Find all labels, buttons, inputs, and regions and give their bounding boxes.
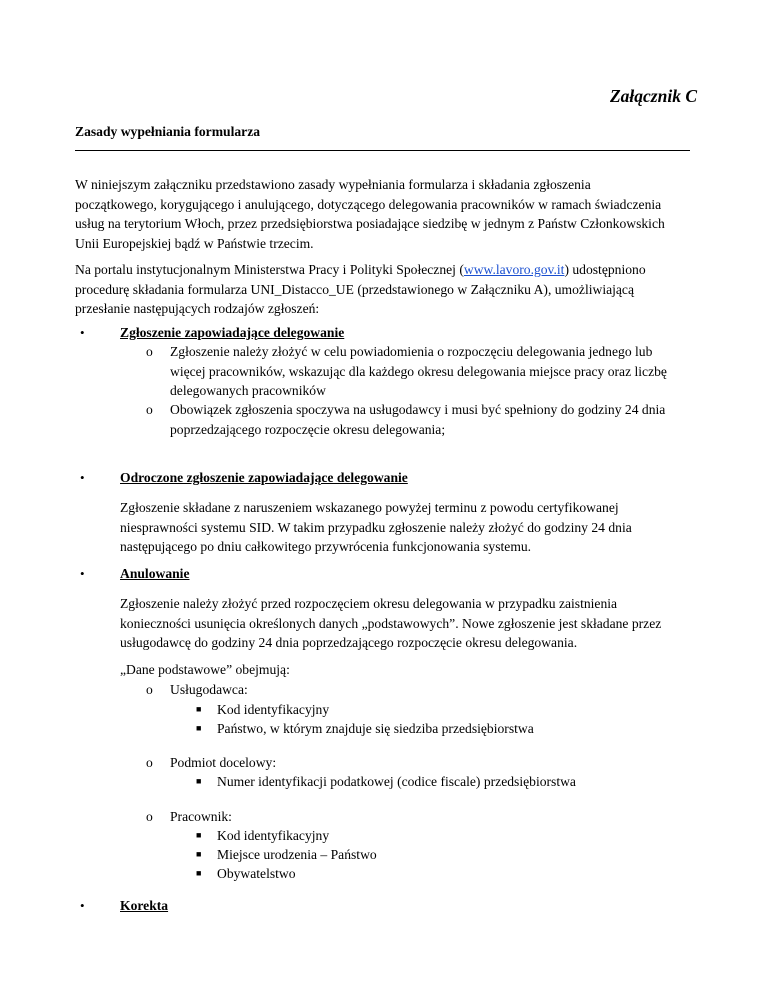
intro-line: początkowego, korygującego i anulującego, dotyczącego delegowania pracowników w ramach świadczenia [75, 196, 662, 212]
group-label-service-provider: Usługodawca: [170, 682, 248, 697]
bullet-icon: • [80, 566, 85, 581]
intro-line: Unii Europejskiej bądź w Państwie trzecim. [75, 235, 314, 251]
announcement-point-1 [170, 342, 692, 401]
text-line: więcej pracowników, wskazując dla każdego okresu delegowania miejsce pracy oraz liczbę [170, 363, 667, 379]
text-line: następującego po dniu całkowitego przywrócenia funkcjonowania systemu. [120, 539, 532, 554]
group-label-employee: Pracownik: [170, 809, 232, 824]
intro-paragraph [75, 175, 692, 253]
sub-bullet-icon: o [146, 402, 153, 417]
square-bullet-icon: ■ [196, 830, 202, 840]
square-bullet-icon: ■ [196, 776, 202, 786]
square-bullet-icon: ■ [196, 723, 202, 733]
cancellation-paragraph [120, 594, 693, 653]
text-line: Obowiązek zgłoszenia spoczywa na usługodawcy i musi być spełniony do godziny 24 dnia [170, 402, 666, 417]
sub-bullet-icon: o [146, 755, 153, 770]
basic-data-intro: „Dane podstawowe” obejmują: [120, 662, 290, 677]
sub-bullet-icon: o [146, 344, 153, 359]
list-item: Kod identyfikacyjny [217, 702, 330, 717]
ministry-portal-link[interactable]: www.lavoro.gov.it [463, 262, 565, 277]
sub-bullet-icon: o [146, 809, 153, 824]
portal-line: procedurę składania formularza UNI_Distacco_UE (przedstawionego w Załączniku A), umożliwiającą [75, 281, 635, 297]
group-label-target-entity: Podmiot docelowy: [170, 755, 277, 770]
list-item: Obywatelstwo [217, 866, 296, 881]
square-bullet-icon: ■ [196, 849, 202, 859]
text-line: usługodawcę do godziny 24 dnia poprzedzającego rozpoczęcie okresu delegowania. [120, 635, 578, 650]
portal-text-after-link: ) udostępniono [564, 262, 646, 277]
text-line: Zgłoszenie należy złożyć przed rozpoczęciem okresu delegowania w przypadku zaistnienia [120, 596, 618, 611]
portal-line [75, 260, 692, 280]
section-label-cancellation: Anulowanie [120, 566, 190, 581]
list-item: Numer identyfikacji podatkowej (codice fiscale) przedsiębiorstwa [217, 774, 576, 789]
bullet-icon: • [80, 325, 85, 340]
text-line: delegowanych pracowników [170, 383, 326, 398]
list-item: Kod identyfikacyjny [217, 828, 330, 843]
text-line: niesprawności systemu SID. W takim przypadku zgłoszenie należy złożyć do godziny 24 dnia [120, 519, 632, 535]
portal-line: przesłanie następujących rodzajów zgłoszeń: [75, 301, 320, 316]
announcement-point-2 [170, 400, 692, 439]
text-line: Zgłoszenie składane z naruszeniem wskazanego powyżej terminu z powodu certyfikowanej [120, 500, 619, 515]
portal-paragraph [75, 260, 692, 319]
list-item: Państwo, w którym znajduje się siedziba przedsiębiorstwa [217, 721, 534, 736]
text-line: Zgłoszenie należy złożyć w celu powiadomienia o rozpoczęciu delegowania jednego lub [170, 344, 653, 359]
title-divider [75, 150, 690, 151]
section-label-announcement: Zgłoszenie zapowiadające delegowanie [120, 325, 345, 340]
square-bullet-icon: ■ [196, 868, 202, 878]
sub-bullet-icon: o [146, 682, 153, 697]
section-label-correction: Korekta [120, 898, 169, 913]
square-bullet-icon: ■ [196, 704, 202, 714]
document-title: Zasady wypełniania formularza [75, 124, 261, 139]
intro-line: W niniejszym załączniku przedstawiono zasady wypełniania formularza i składania zgłoszenia [75, 177, 591, 192]
text-line: poprzedzającego rozpoczęcie okresu delegowania; [170, 421, 446, 437]
bullet-icon: • [80, 898, 85, 913]
text-line: konieczności usunięcia określonych danych „podstawowych”. Nowe zgłoszenie jest składane przez [120, 615, 662, 631]
section-label-deferred: Odroczone zgłoszenie zapowiadające delegowanie [120, 470, 408, 485]
deferred-paragraph [120, 498, 693, 557]
intro-line: usług na terytorium Włoch, przez przedsiębiorstwa posiadające siedzibę w jednym z Państw Członkowskich [75, 216, 665, 231]
list-item: Miejsce urodzenia – Państwo [217, 847, 377, 862]
portal-text-before-link: Na portalu instytucjonalnym Ministerstwa Pracy i Polityki Społecznej ( [75, 262, 464, 277]
bullet-icon: • [80, 470, 85, 485]
annex-title: Załącznik C [609, 86, 697, 106]
